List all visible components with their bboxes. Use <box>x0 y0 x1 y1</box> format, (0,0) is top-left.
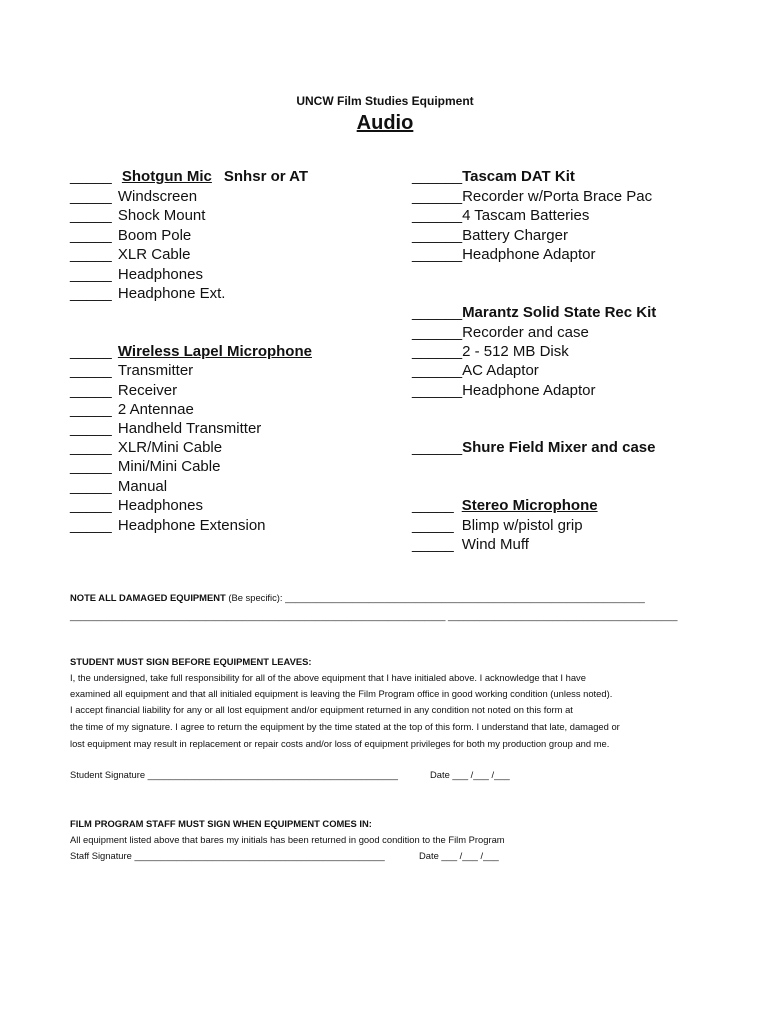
damage-note-label: NOTE ALL DAMAGED EQUIPMENT <box>70 592 226 603</box>
item-label: XLR/Mini Cable <box>117 439 223 456</box>
staff-date-field[interactable]: Date ___ /___ /___ <box>419 850 499 861</box>
item-label: Headphones <box>117 266 203 283</box>
initial-blank[interactable]: _____ <box>70 401 112 418</box>
item-label: 4 Tascam Batteries <box>462 207 590 224</box>
group-heading: Tascam DAT Kit <box>462 168 575 185</box>
initial-blank[interactable]: _____ <box>70 382 112 399</box>
list-item <box>412 207 589 225</box>
initial-blank[interactable]: ______ <box>412 439 463 456</box>
item-label: Shock Mount <box>117 207 206 224</box>
initial-blank[interactable]: _____ <box>70 266 112 283</box>
page-title: Audio <box>356 112 414 134</box>
item-label: Windscreen <box>117 188 198 205</box>
list-item <box>70 478 167 496</box>
student-signature-field[interactable]: Student Signature ________________________________________________ <box>70 769 398 780</box>
initial-blank[interactable]: ______ <box>412 207 463 224</box>
student-section-heading: STUDENT MUST SIGN BEFORE EQUIPMENT LEAVES: <box>70 656 312 667</box>
checklist-heading-wireless <box>70 343 312 361</box>
group-heading: Stereo Microphone <box>461 497 598 514</box>
initial-blank[interactable]: ______ <box>412 168 463 185</box>
list-item <box>70 246 190 264</box>
list-item <box>70 227 191 245</box>
list-item <box>412 227 568 245</box>
initial-blank[interactable]: _____ <box>70 188 112 205</box>
list-item <box>70 458 220 476</box>
list-item <box>70 517 266 535</box>
list-item <box>70 382 177 400</box>
initial-blank[interactable]: ______ <box>412 362 463 379</box>
item-label: Battery Charger <box>462 227 568 244</box>
item-label: 2 - 512 MB Disk <box>462 343 569 360</box>
document-subtitle: UNCW Film Studies Equipment <box>296 94 474 108</box>
list-item <box>70 285 225 303</box>
item-label: Recorder w/Porta Brace Pac <box>462 188 653 205</box>
list-item <box>412 362 539 380</box>
initial-blank[interactable]: _____ <box>70 439 112 456</box>
initial-blank[interactable]: _____ <box>70 478 112 495</box>
initial-blank[interactable]: ______ <box>412 227 463 244</box>
item-label: Recorder and case <box>462 324 589 341</box>
initial-blank[interactable]: _____ <box>70 420 112 437</box>
item-label: Headphone Ext. <box>117 285 226 302</box>
student-agreement-line: examined all equipment and that all initialed equipment is leaving the Film Program office in good working condition (unless noted). <box>70 688 613 699</box>
staff-signature-field[interactable]: Staff Signature ________________________________________________ <box>70 850 385 861</box>
group-heading-extra: Snhsr or AT <box>223 168 309 185</box>
item-label: Boom Pole <box>117 227 192 244</box>
item-label: XLR Cable <box>117 246 191 263</box>
item-label: Wind Muff <box>461 536 529 553</box>
initial-blank[interactable]: ______ <box>412 246 463 263</box>
student-agreement-line: I accept financial liability for any or all lost equipment and/or equipment returned in any condition not noted on this form at <box>70 704 573 715</box>
damage-note-second-line[interactable]: ________________________________________________________________________ ____________________________________________ <box>70 610 678 621</box>
item-label: Transmitter <box>117 362 194 379</box>
initial-blank[interactable]: ______ <box>412 188 463 205</box>
group-heading: Wireless Lapel Microphone <box>117 343 312 360</box>
list-item <box>70 497 203 515</box>
checklist-heading-stereo <box>412 497 598 515</box>
initial-blank[interactable]: _____ <box>70 207 112 224</box>
list-item <box>412 517 583 535</box>
initial-blank[interactable]: ______ <box>412 324 463 341</box>
item-label: Mini/Mini Cable <box>117 458 221 475</box>
initial-blank[interactable]: _____ <box>70 227 112 244</box>
initial-blank[interactable]: _____ <box>70 458 112 475</box>
item-label: Blimp w/pistol grip <box>461 517 583 534</box>
initial-blank[interactable]: ______ <box>412 343 463 360</box>
initial-blank[interactable]: _____ <box>70 168 112 185</box>
staff-statement-line: All equipment listed above that bares my initials has been returned in good condition to the Film Program <box>70 834 505 845</box>
initial-blank[interactable]: _____ <box>70 246 112 263</box>
student-agreement-line: I, the undersigned, take full responsibility for all of the above equipment that I have initialed above. I acknowledge that I have <box>70 672 586 683</box>
item-label: Manual <box>117 478 168 495</box>
item-label: Headphone Adaptor <box>462 246 596 263</box>
initial-blank[interactable]: _____ <box>412 497 454 514</box>
checklist-heading-shure <box>412 439 655 457</box>
initial-blank[interactable]: ______ <box>412 304 463 321</box>
list-item <box>70 401 194 419</box>
student-agreement-line: the time of my signature. I agree to return the equipment by the time stated at the top of this form. I understand that late, damaged or <box>70 721 620 732</box>
damage-note-hint: (Be specific): _____________________________________________________________________ <box>228 592 645 603</box>
item-label: Headphones <box>117 497 203 514</box>
initial-blank[interactable]: _____ <box>70 343 112 360</box>
initial-blank[interactable]: _____ <box>70 285 112 302</box>
list-item <box>412 343 569 361</box>
list-item <box>412 188 652 206</box>
initial-blank[interactable]: _____ <box>412 536 454 553</box>
item-label: AC Adaptor <box>462 362 539 379</box>
list-item <box>70 439 222 457</box>
initial-blank[interactable]: _____ <box>412 517 454 534</box>
student-agreement-line: lost equipment may result in replacement or repair costs and/or loss of equipment privileges for both my production group and me. <box>70 738 610 749</box>
item-label: Headphone Extension <box>117 517 266 534</box>
group-heading: Shure Field Mixer and case <box>462 439 656 456</box>
staff-section-heading: FILM PROGRAM STAFF MUST SIGN WHEN EQUIPMENT COMES IN: <box>70 818 372 829</box>
checklist-heading-marantz <box>412 304 656 322</box>
list-item <box>412 382 596 400</box>
list-item <box>412 246 596 264</box>
initial-blank[interactable]: _____ <box>70 517 112 534</box>
list-item <box>412 324 589 342</box>
checklist-heading-shotgun <box>70 168 308 186</box>
damage-note-line[interactable] <box>70 592 645 604</box>
list-item <box>70 420 261 438</box>
student-date-field[interactable]: Date ___ /___ /___ <box>430 769 510 780</box>
initial-blank[interactable]: ______ <box>412 382 463 399</box>
list-item <box>412 536 529 554</box>
item-label: Receiver <box>117 382 178 399</box>
group-heading: Marantz Solid State Rec Kit <box>462 304 657 321</box>
initial-blank[interactable]: _____ <box>70 362 112 379</box>
list-item <box>70 362 193 380</box>
item-label: Handheld Transmitter <box>117 420 262 437</box>
initial-blank[interactable]: _____ <box>70 497 112 514</box>
list-item <box>70 207 205 225</box>
list-item <box>70 266 203 284</box>
group-heading: Shotgun Mic <box>121 168 212 185</box>
list-item <box>70 188 197 206</box>
item-label: Headphone Adaptor <box>462 382 596 399</box>
item-label: 2 Antennae <box>117 401 194 418</box>
checklist-heading-tascam <box>412 168 575 186</box>
